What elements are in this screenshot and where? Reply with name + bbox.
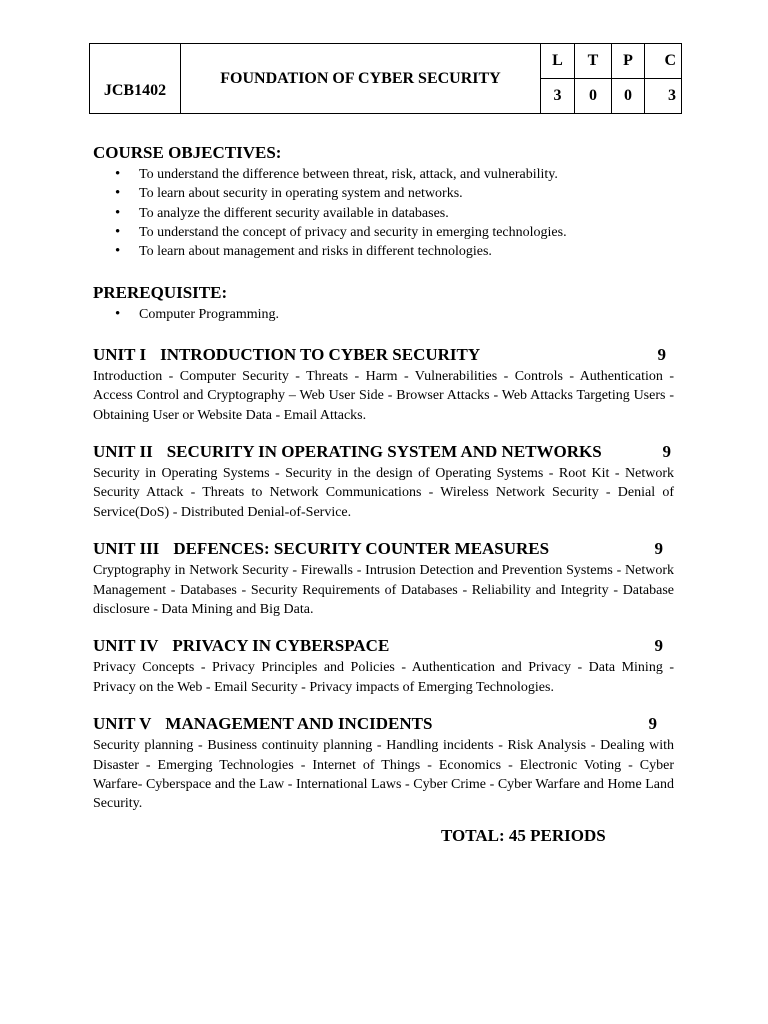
unit-title: INTRODUCTION TO CYBER SECURITY bbox=[160, 344, 481, 364]
prerequisite-section bbox=[93, 283, 674, 324]
ltpc-value-l: 3 bbox=[541, 79, 575, 114]
unit-hours: 9 bbox=[662, 442, 671, 461]
unit-hours: 9 bbox=[654, 636, 663, 656]
objectives-section bbox=[93, 143, 674, 261]
unit-hours: 9 bbox=[654, 539, 663, 559]
unit-heading bbox=[93, 345, 666, 365]
unit-number: UNIT III bbox=[93, 539, 160, 559]
syllabus-content bbox=[93, 143, 674, 814]
prerequisite-heading: PREREQUISITE: bbox=[93, 283, 228, 303]
objectives-heading: COURSE OBJECTIVES: bbox=[93, 143, 282, 162]
unit-section bbox=[93, 442, 674, 522]
unit-number: UNIT V bbox=[93, 714, 152, 734]
prerequisite-list bbox=[93, 305, 674, 324]
unit-section bbox=[93, 539, 674, 619]
unit-section bbox=[93, 714, 674, 814]
unit-title: MANAGEMENT AND INCIDENTS bbox=[165, 714, 433, 734]
objectives-list bbox=[93, 165, 674, 261]
unit-title: DEFENCES: SECURITY COUNTER MEASURES bbox=[173, 539, 550, 559]
objective-item: • To understand the difference between threat, risk, attack, and vulnerability. bbox=[115, 165, 674, 184]
course-header-table bbox=[89, 43, 682, 114]
unit-number: UNIT I bbox=[93, 344, 147, 364]
objective-item: • To learn about management and risks in different technologies. bbox=[115, 242, 674, 261]
ltpc-label-l: L bbox=[541, 44, 575, 79]
unit-title: PRIVACY IN CYBERSPACE bbox=[172, 636, 390, 656]
unit-description: Security in Operating Systems - Security in the design of Operating Systems - Root Kit - Network Security Attack - Threats to Network Communications - Wireless Network Security - Denial of Service(DoS) - Distributed Denial-of-Service. bbox=[93, 466, 674, 520]
unit-section bbox=[93, 636, 674, 697]
unit-description: Cryptography in Network Security - Firewalls - Intrusion Detection and Prevention Systems - Network Management - Databases - Security Requirements of Databases - Reliability and Integrity - Database disclosure - Data Mining and Big Data. bbox=[93, 563, 674, 618]
unit-hours: 9 bbox=[657, 344, 666, 364]
unit-title: SECURITY IN OPERATING SYSTEM AND NETWORKS bbox=[166, 442, 602, 461]
unit-number: UNIT IV bbox=[93, 636, 159, 656]
course-title: FOUNDATION OF CYBER SECURITY bbox=[181, 44, 541, 114]
objective-item: • To understand the concept of privacy and security in emerging technologies. bbox=[115, 223, 674, 242]
unit-heading bbox=[93, 442, 671, 462]
total-periods: TOTAL: 45 PERIODS bbox=[441, 826, 606, 845]
unit-section bbox=[93, 345, 674, 425]
prerequisite-item: • Computer Programming. bbox=[115, 305, 674, 324]
unit-description: Privacy Concepts - Privacy Principles and Policies - Authentication and Privacy - Data Mining -Privacy on the Web - Email Security - Privacy impacts of Emerging Technologies. bbox=[93, 660, 674, 695]
objective-item: • To analyze the different security available in databases. bbox=[115, 204, 674, 223]
ltpc-label-t: T bbox=[575, 44, 612, 79]
unit-heading bbox=[93, 714, 657, 734]
unit-description: Introduction - Computer Security - Threats - Harm - Vulnerabilities - Controls - Authentication - Access Control and Cryptography – Web User Side - Browser Attacks - Web Attacks Targeting Users - Obtaining User or Website Data - Email Attacks. bbox=[93, 368, 674, 423]
unit-number: UNIT II bbox=[93, 442, 153, 461]
ltpc-value-t: 0 bbox=[575, 79, 612, 114]
unit-description: Security planning - Business continuity planning - Handling incidents - Risk Analysis - Dealing with Disaster - Emerging Technologies - Internet of Things - Economics - Electronic Voting - Cyber Warfare- Cyberspace and the Law - International Laws - Cyber Crime - Cyber Warfare and Home Land Security. bbox=[93, 738, 674, 812]
course-code: JCB1402 bbox=[90, 44, 181, 114]
unit-heading bbox=[93, 539, 663, 559]
ltpc-value-c: 3 bbox=[645, 79, 682, 114]
ltpc-label-p: P bbox=[612, 44, 645, 79]
unit-hours: 9 bbox=[648, 714, 657, 734]
objective-item: • To learn about security in operating system and networks. bbox=[115, 184, 674, 203]
unit-heading bbox=[93, 636, 663, 656]
ltpc-value-p: 0 bbox=[612, 79, 645, 114]
ltpc-label-c: C bbox=[645, 44, 682, 79]
